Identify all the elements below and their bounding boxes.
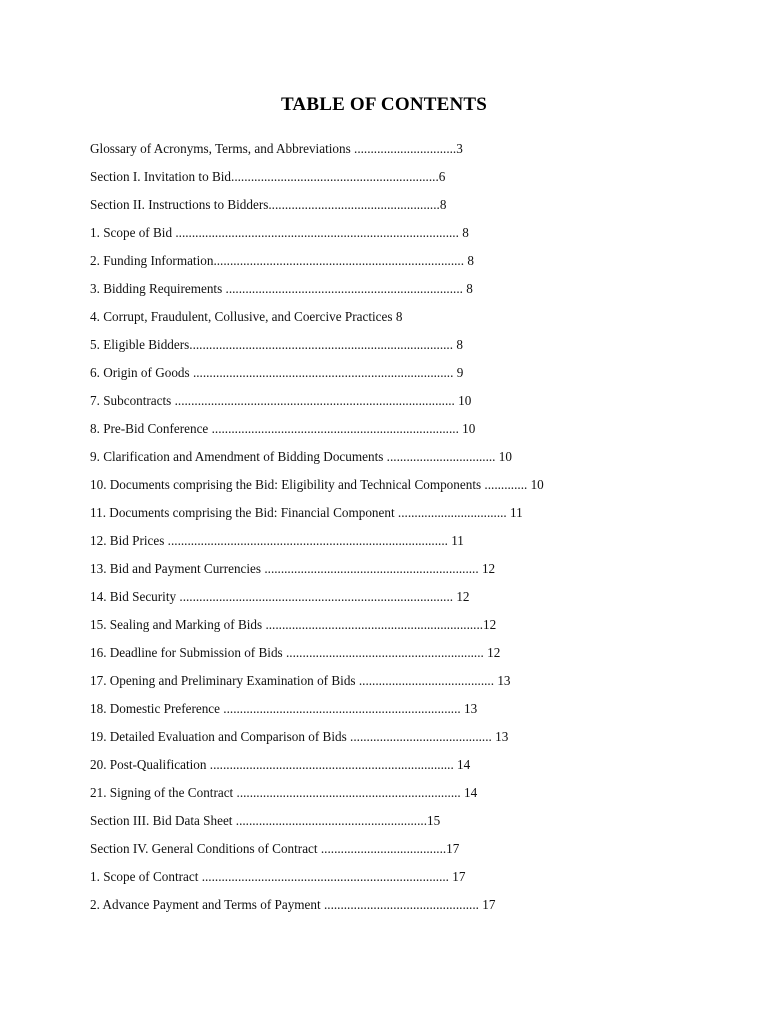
toc-entry-leader: ............................................................................	[213, 253, 468, 268]
toc-entry[interactable]	[90, 643, 710, 671]
toc-entry[interactable]	[90, 335, 710, 363]
toc-entry-page: 17	[446, 841, 460, 856]
toc-entry[interactable]	[90, 811, 710, 839]
toc-entry-leader: ....................................................	[268, 197, 440, 212]
toc-entry-page: 14	[464, 785, 478, 800]
toc-entry-page: 13	[495, 729, 509, 744]
toc-entry-page: 17	[452, 869, 466, 884]
toc-entry-label: 2. Advance Payment and Terms of Payment	[90, 897, 321, 912]
toc-entry-page: 8	[462, 225, 469, 240]
toc-entry-leader: ...........................................................................	[198, 869, 453, 884]
toc-entry-page: 15	[426, 813, 441, 828]
toc-entry[interactable]	[90, 895, 710, 923]
toc-entry-label: 9. Clarification and Amendment of Bidding Documents	[90, 449, 384, 464]
toc-entry-label: 15. Sealing and Marking of Bids	[90, 617, 263, 632]
toc-entry-label: 7. Subcontracts	[90, 393, 172, 408]
toc-entry-label: 5. Eligible Bidders	[90, 337, 190, 352]
toc-entry-leader: ...........................................................................	[208, 421, 463, 436]
toc-entry-label: 12. Bid Prices	[90, 533, 165, 548]
toc-entry-label: 18. Domestic Preference	[90, 701, 220, 716]
toc-entry[interactable]	[90, 139, 710, 167]
toc-entry-leader: ............................................................	[282, 645, 488, 660]
toc-entry-page: 11	[451, 533, 464, 548]
toc-entry-label: 17. Opening and Preliminary Examination of Bids	[90, 673, 356, 688]
toc-entry-label: 6. Origin of Goods	[90, 365, 190, 380]
toc-entry[interactable]	[90, 839, 710, 867]
toc-entry-label: 19. Detailed Evaluation and Comparison of Bids	[90, 729, 347, 744]
toc-entry-leader: ..........................................................................	[206, 757, 458, 772]
toc-entry-leader: ...............................................	[320, 897, 483, 912]
toc-entry-label: 1. Scope of Bid	[90, 225, 173, 240]
toc-entry[interactable]	[90, 419, 710, 447]
toc-entry-label: Section III. Bid Data Sheet	[90, 813, 233, 828]
toc-entry-leader: ........................................................................	[222, 281, 467, 296]
toc-entry-label: 14. Bid Security	[90, 589, 177, 604]
toc-entry-page: 8	[467, 253, 474, 268]
toc-entry[interactable]	[90, 279, 710, 307]
toc-entry-label: 11. Documents comprising the Bid: Financial Component	[90, 505, 395, 520]
toc-entry-label: 21. Signing of the Contract	[90, 785, 234, 800]
toc-entry-page: 9	[456, 365, 464, 380]
toc-entry-label: Section I. Invitation to Bid	[90, 169, 232, 184]
toc-entry-page: 8	[395, 309, 403, 324]
toc-entry[interactable]	[90, 867, 710, 895]
toc-entry-leader: ....................................................................	[233, 785, 464, 800]
toc-entry-page: 6	[438, 169, 446, 184]
toc-entry-leader: .................................	[394, 505, 511, 520]
toc-entry[interactable]	[90, 531, 710, 559]
toc-entry-page: 10	[458, 393, 472, 408]
toc-entry-leader: .................................	[383, 449, 499, 464]
toc-entry-leader: ......................................	[317, 841, 447, 856]
toc-entry-leader: ...............................	[350, 141, 457, 156]
toc-entry-leader: ........................................................................	[220, 701, 464, 716]
toc-entry-page: 10	[530, 477, 544, 492]
toc-entry[interactable]	[90, 503, 710, 531]
table-of-contents	[90, 139, 710, 923]
toc-entry[interactable]	[90, 195, 710, 223]
toc-entry[interactable]	[90, 783, 710, 811]
toc-entry-page: 3	[456, 141, 463, 156]
toc-entry-page: 12	[456, 589, 470, 604]
toc-entry[interactable]	[90, 251, 710, 279]
toc-entry-label: 2. Funding Information	[90, 253, 214, 268]
toc-entry-leader: ................................................................................	[189, 337, 457, 352]
toc-entry[interactable]	[90, 391, 710, 419]
toc-entry-label: 13. Bid and Payment Currencies	[90, 561, 262, 576]
toc-entry[interactable]	[90, 615, 710, 643]
toc-entry[interactable]	[90, 363, 710, 391]
toc-entry-label: 3. Bidding Requirements	[90, 281, 223, 296]
toc-entry-page: 13	[463, 701, 478, 716]
toc-entry-leader: ..........................................................	[232, 813, 427, 828]
toc-entry[interactable]	[90, 671, 710, 699]
toc-entry-label: 1. Scope of Contract	[90, 869, 199, 884]
toc-entry-label: 8. Pre-Bid Conference	[90, 421, 209, 436]
toc-entry[interactable]	[90, 587, 710, 615]
toc-entry-leader: .................................................................	[261, 561, 482, 576]
toc-entry-leader: ...............................................................	[231, 169, 439, 184]
toc-entry-page: 12	[487, 645, 501, 660]
toc-entry-label: Section II. Instructions to Bidders	[90, 197, 269, 212]
toc-entry-page: 12	[483, 617, 497, 632]
toc-entry[interactable]	[90, 699, 710, 727]
toc-entry-page: 8	[456, 337, 463, 352]
toc-entry-leader: ...........................................	[346, 729, 496, 744]
toc-entry[interactable]	[90, 447, 710, 475]
toc-entry-page: 12	[481, 561, 496, 576]
toc-entry-leader: ......................................................................................	[172, 225, 463, 240]
toc-entry-label: 10. Documents comprising the Bid: Eligibility and Technical Components	[90, 477, 482, 492]
toc-entry-page: 8	[439, 197, 447, 212]
toc-entry-leader: ...................................................................................	[176, 589, 457, 604]
toc-entry-page: 13	[497, 673, 511, 688]
toc-entry-leader: .....................................................................................	[164, 533, 452, 548]
toc-entry-label: Section IV. General Conditions of Contract	[90, 841, 318, 856]
toc-entry[interactable]	[90, 475, 710, 503]
toc-entry-label: 20. Post-Qualification	[90, 757, 207, 772]
toc-entry[interactable]	[90, 755, 710, 783]
toc-entry-page: 17	[482, 897, 496, 912]
toc-entry-leader: ...............................................................................	[189, 365, 457, 380]
toc-entry-page: 10	[462, 421, 476, 436]
toc-entry-leader: .........................................	[355, 673, 498, 688]
toc-entry[interactable]	[90, 223, 710, 251]
toc-entry-label: 4. Corrupt, Fraudulent, Collusive, and Coercive Practices	[90, 309, 393, 324]
toc-entry-page: 11	[510, 505, 523, 520]
toc-entry[interactable]	[90, 559, 710, 587]
toc-entry-leader: .............	[481, 477, 531, 492]
toc-entry[interactable]	[90, 727, 710, 755]
toc-entry-page: 8	[466, 281, 473, 296]
toc-entry-label: Glossary of Acronyms, Terms, and Abbreviations	[90, 141, 351, 156]
toc-entry-page: 10	[498, 449, 512, 464]
page-title: TABLE OF CONTENTS	[280, 94, 488, 115]
toc-entry[interactable]	[90, 307, 710, 335]
toc-entry-leader: ..................................................................	[262, 617, 484, 632]
toc-entry[interactable]	[90, 167, 710, 195]
toc-entry-label: 16. Deadline for Submission of Bids	[90, 645, 283, 660]
toc-entry-leader: .....................................................................................	[171, 393, 459, 408]
toc-entry-page: 14	[457, 757, 471, 772]
